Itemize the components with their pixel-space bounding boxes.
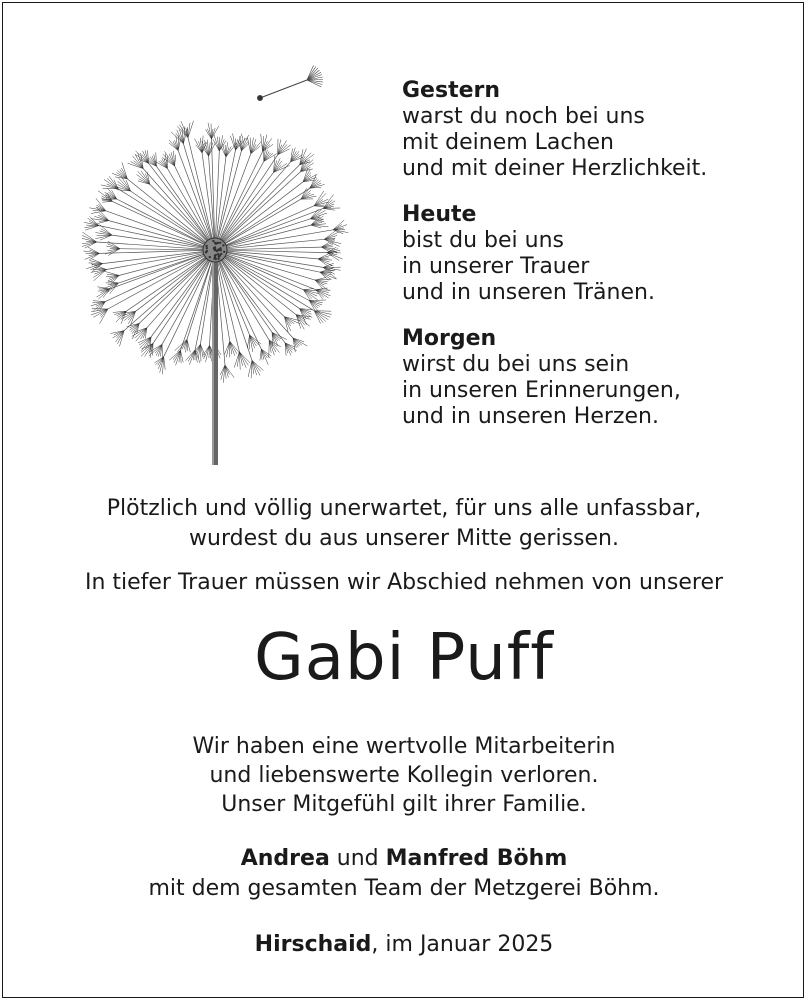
signatory-names [0, 844, 808, 874]
deceased-name: Gabi Puff [254, 621, 554, 695]
announcement [0, 494, 808, 554]
poem-stanza [402, 78, 792, 182]
tribute-line: Wir haben eine wertvolle Mitarbeiterin [192, 734, 616, 759]
signatories [0, 844, 808, 904]
intro-line: In tiefer Trauer müssen wir Abschied nehmen von unserer [84, 570, 724, 595]
place: Hirschaid [254, 932, 372, 957]
poem-line: in unseren Erinnerungen, [402, 378, 681, 403]
poem-line: mit deinem Lachen [402, 130, 614, 155]
stanza-heading: Morgen [402, 326, 497, 351]
signatory-team: mit dem gesamten Team der Metzgerei Böhm. [148, 876, 660, 901]
signatory-name: Manfred Böhm [385, 846, 568, 871]
poem-line: und in unseren Herzen. [402, 404, 659, 429]
dandelion-icon [82, 40, 362, 465]
date: , im Januar 2025 [371, 932, 554, 957]
poem [402, 78, 792, 450]
poem-line: und mit deiner Herzlichkeit. [402, 156, 708, 181]
announcement-intro [0, 568, 808, 598]
signatory-conjunction: und [329, 846, 386, 871]
stanza-heading: Heute [402, 202, 477, 227]
place-date [0, 930, 808, 960]
tribute [0, 732, 808, 819]
poem-line: bist du bei uns [402, 228, 565, 253]
announcement-line: wurdest du aus unserer Mitte gerissen. [189, 526, 619, 551]
signatory-name: Andrea [240, 846, 330, 871]
announcement-line: Plötzlich und völlig unerwartet, für uns alle unfassbar, [106, 496, 702, 521]
stanza-heading: Gestern [402, 78, 501, 103]
poem-line: und in unseren Tränen. [402, 280, 655, 305]
poem-line: warst du noch bei uns [402, 104, 645, 129]
tribute-line: Unser Mitgefühl gilt ihrer Familie. [221, 792, 587, 817]
poem-stanza [402, 326, 792, 430]
poem-line: in unserer Trauer [402, 254, 590, 279]
poem-line: wirst du bei uns sein [402, 352, 630, 377]
poem-stanza [402, 202, 792, 306]
tribute-line: und liebenswerte Kollegin verloren. [209, 763, 599, 788]
